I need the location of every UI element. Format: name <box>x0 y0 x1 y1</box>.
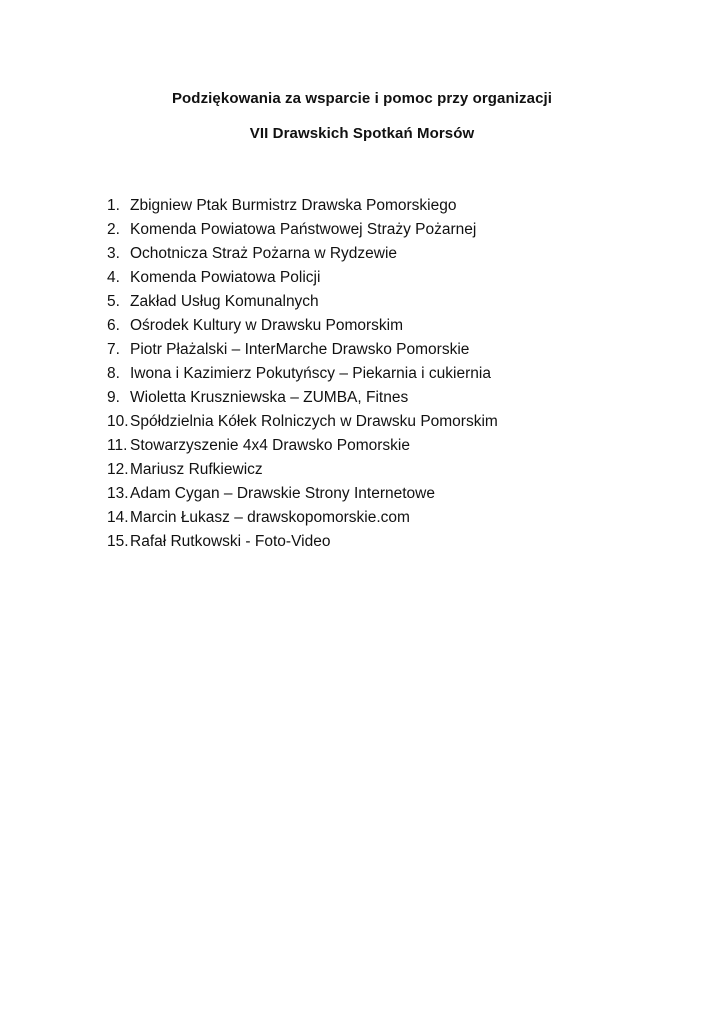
list-item <box>107 410 667 434</box>
list-item <box>107 194 667 218</box>
list-item-number: 14. <box>107 509 129 526</box>
list-item-text: Marcin Łukasz – drawskopomorskie.com <box>130 509 410 526</box>
list-item-number: 10. <box>107 413 129 430</box>
list-item-text: Zbigniew Ptak Burmistrz Drawska Pomorskiego <box>130 197 457 214</box>
list-item <box>107 506 667 530</box>
list-item-number: 6. <box>107 317 120 334</box>
list-item-text: Adam Cygan – Drawskie Strony Internetowe <box>130 485 435 502</box>
list-item-text: Komenda Powiatowa Policji <box>130 269 321 286</box>
list-item <box>107 458 667 482</box>
list-item-number: 15. <box>107 533 129 550</box>
list-item <box>107 314 667 338</box>
document-subtitle: VII Drawskich Spotkań Morsów <box>249 125 475 142</box>
document-title: Podziękowania za wsparcie i pomoc przy organizacji <box>171 90 553 107</box>
list-item <box>107 434 667 458</box>
list-item-number: 12. <box>107 461 129 478</box>
list-item-number: 8. <box>107 365 120 382</box>
list-item-number: 13. <box>107 485 129 502</box>
list-item-text: Ochotnicza Straż Pożarna w Rydzewie <box>130 245 398 262</box>
list-item-number: 9. <box>107 389 120 406</box>
list-item-number: 4. <box>107 269 120 286</box>
list-item <box>107 386 667 410</box>
list-item-number: 5. <box>107 293 120 310</box>
list-item-text: Stowarzyszenie 4x4 Drawsko Pomorskie <box>130 437 410 454</box>
list-item <box>107 338 667 362</box>
list-item-number: 1. <box>107 197 120 214</box>
list-item <box>107 218 667 242</box>
list-item <box>107 290 667 314</box>
list-item <box>107 362 667 386</box>
list-item-number: 11. <box>107 437 128 454</box>
list-item-number: 7. <box>107 341 120 358</box>
list-item-text: Piotr Płażalski – InterMarche Drawsko Pomorskie <box>130 341 470 358</box>
list-item-text: Rafał Rutkowski - Foto-Video <box>130 533 331 550</box>
list-item <box>107 482 667 506</box>
list-item-number: 2. <box>107 221 120 238</box>
list-item-text: Spółdzielnia Kółek Rolniczych w Drawsku Pomorskim <box>130 413 498 430</box>
list-item-number: 3. <box>107 245 120 262</box>
list-item-text: Iwona i Kazimierz Pokutyńscy – Piekarnia i cukiernia <box>130 365 491 382</box>
list-item-text: Komenda Powiatowa Państwowej Straży Pożarnej <box>130 221 477 238</box>
list-item <box>107 530 667 554</box>
list-item <box>107 266 667 290</box>
list-item-text: Mariusz Rufkiewicz <box>130 461 263 478</box>
thanks-list <box>107 194 667 554</box>
list-item-text: Ośrodek Kultury w Drawsku Pomorskim <box>130 317 404 334</box>
list-item-text: Wioletta Kruszniewska – ZUMBA, Fitnes <box>130 389 409 406</box>
list-item-text: Zakład Usług Komunalnych <box>130 293 319 310</box>
list-item <box>107 242 667 266</box>
